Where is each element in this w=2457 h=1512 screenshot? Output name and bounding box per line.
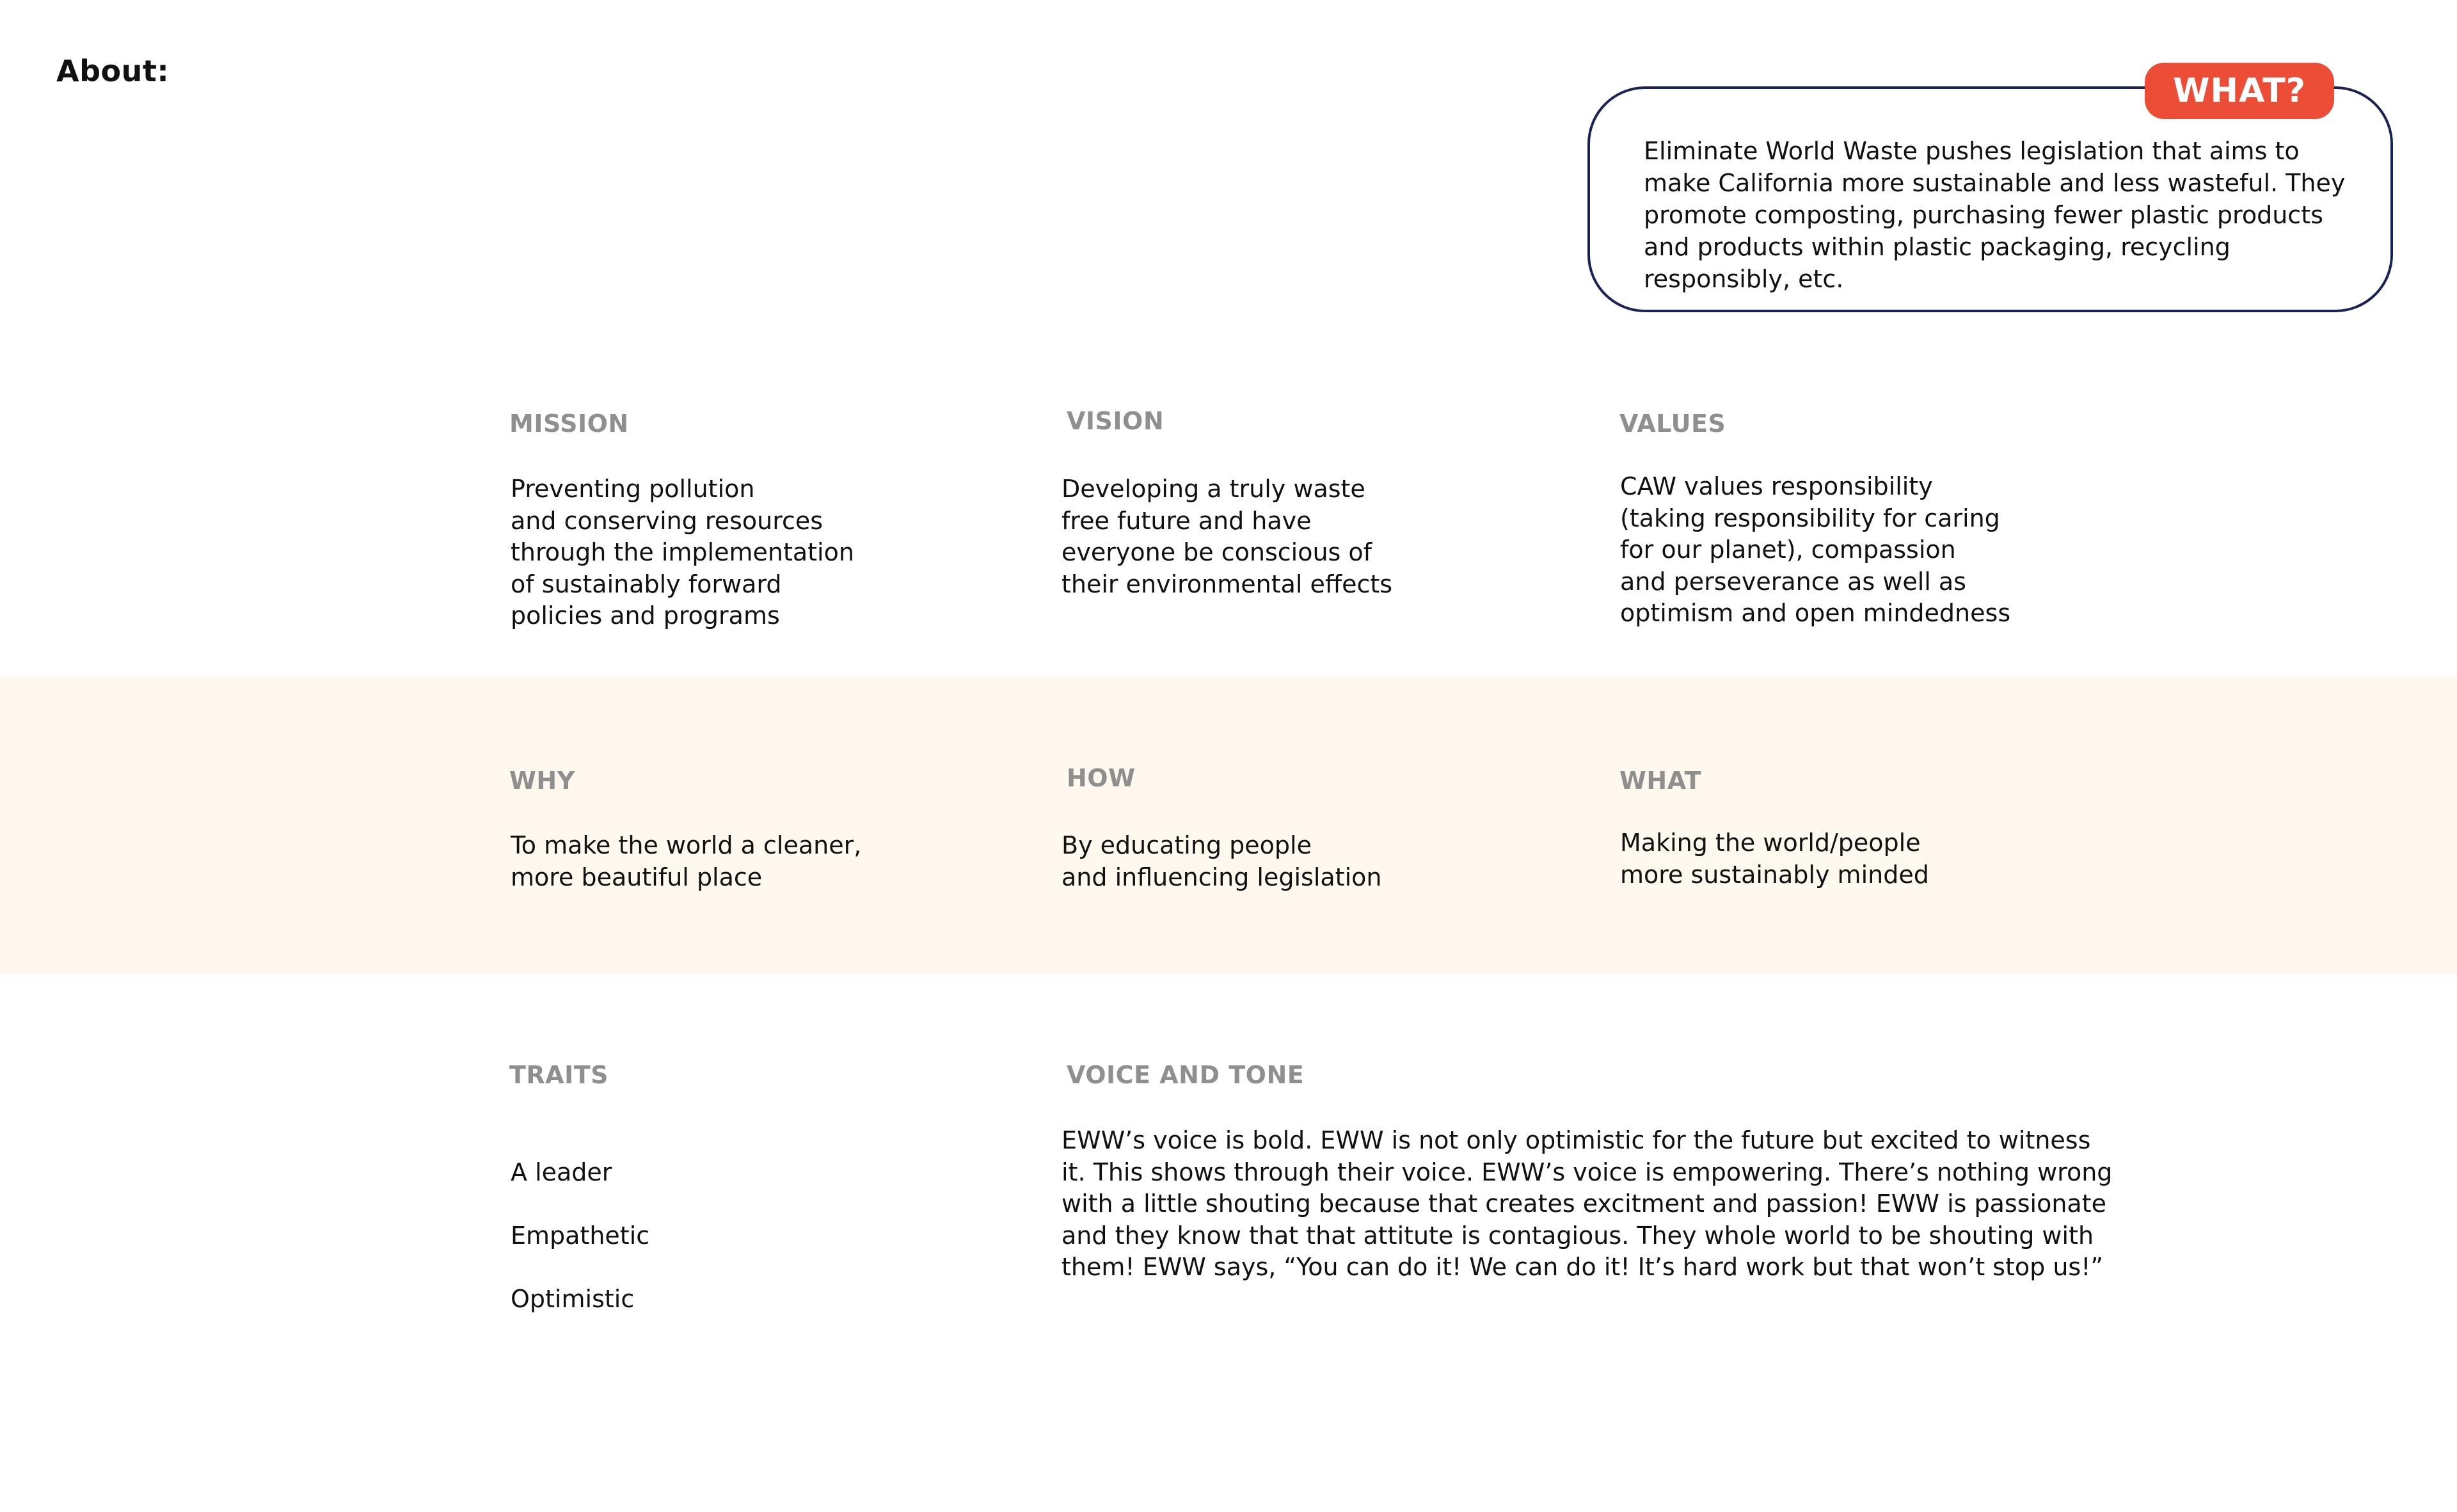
- why-label: WHY: [509, 767, 575, 795]
- trait-item: A leader: [511, 1158, 612, 1186]
- trait-item: Empathetic: [511, 1221, 650, 1250]
- page-title: About:: [56, 54, 170, 88]
- trait-item: Optimistic: [511, 1284, 635, 1313]
- why-how-what-band: [0, 676, 2457, 975]
- mission-label: MISSION: [509, 410, 629, 438]
- what-text: Making the world/people more sustainably minded: [1620, 829, 1929, 889]
- traits-label: TRAITS: [509, 1061, 609, 1089]
- how-text: By educating people and influencing legislation: [1062, 831, 1382, 891]
- what-badge: WHAT?: [2145, 63, 2334, 119]
- what-callout-text: Eliminate World Waste pushes legislation that aims to make California more sustainable and less wasteful. They promote composting, purchasing fewer plastic products and products within plastic packaging, recycling responsibly, etc.: [1644, 137, 2346, 293]
- vision-label: VISION: [1067, 407, 1165, 435]
- traits-list: [511, 1125, 649, 1347]
- voice-and-tone-label: VOICE AND TONE: [1067, 1061, 1305, 1089]
- what-label: WHAT: [1619, 767, 1702, 795]
- values-text: CAW values responsibility (taking responsibility for caring for our planet), compassion and perseverance as well as optimism and open mindedness: [1620, 472, 2011, 627]
- mission-text: Preventing pollution and conserving resources through the implementation of sustainably forward policies and programs: [511, 475, 854, 630]
- how-label: HOW: [1067, 764, 1136, 792]
- vision-text: Developing a truly waste free future and have everyone be conscious of their environmental effects: [1062, 475, 1393, 598]
- voice-and-tone-text: EWW’s voice is bold. EWW is not only optimistic for the future but excited to witness it. This shows through their voice. EWW’s voice is empowering. There’s nothing wrong with a little shouting because that creates excitment and passion! EWW is passionate and they know that that attitute is contagious. They whole world to be shouting with them! EWW says, “You can do it! We can do it! It’s hard work but that won’t stop us!”: [1062, 1126, 2113, 1281]
- values-label: VALUES: [1619, 410, 1726, 438]
- what-callout: [1587, 86, 2393, 312]
- why-text: To make the world a cleaner, more beautiful place: [511, 831, 862, 891]
